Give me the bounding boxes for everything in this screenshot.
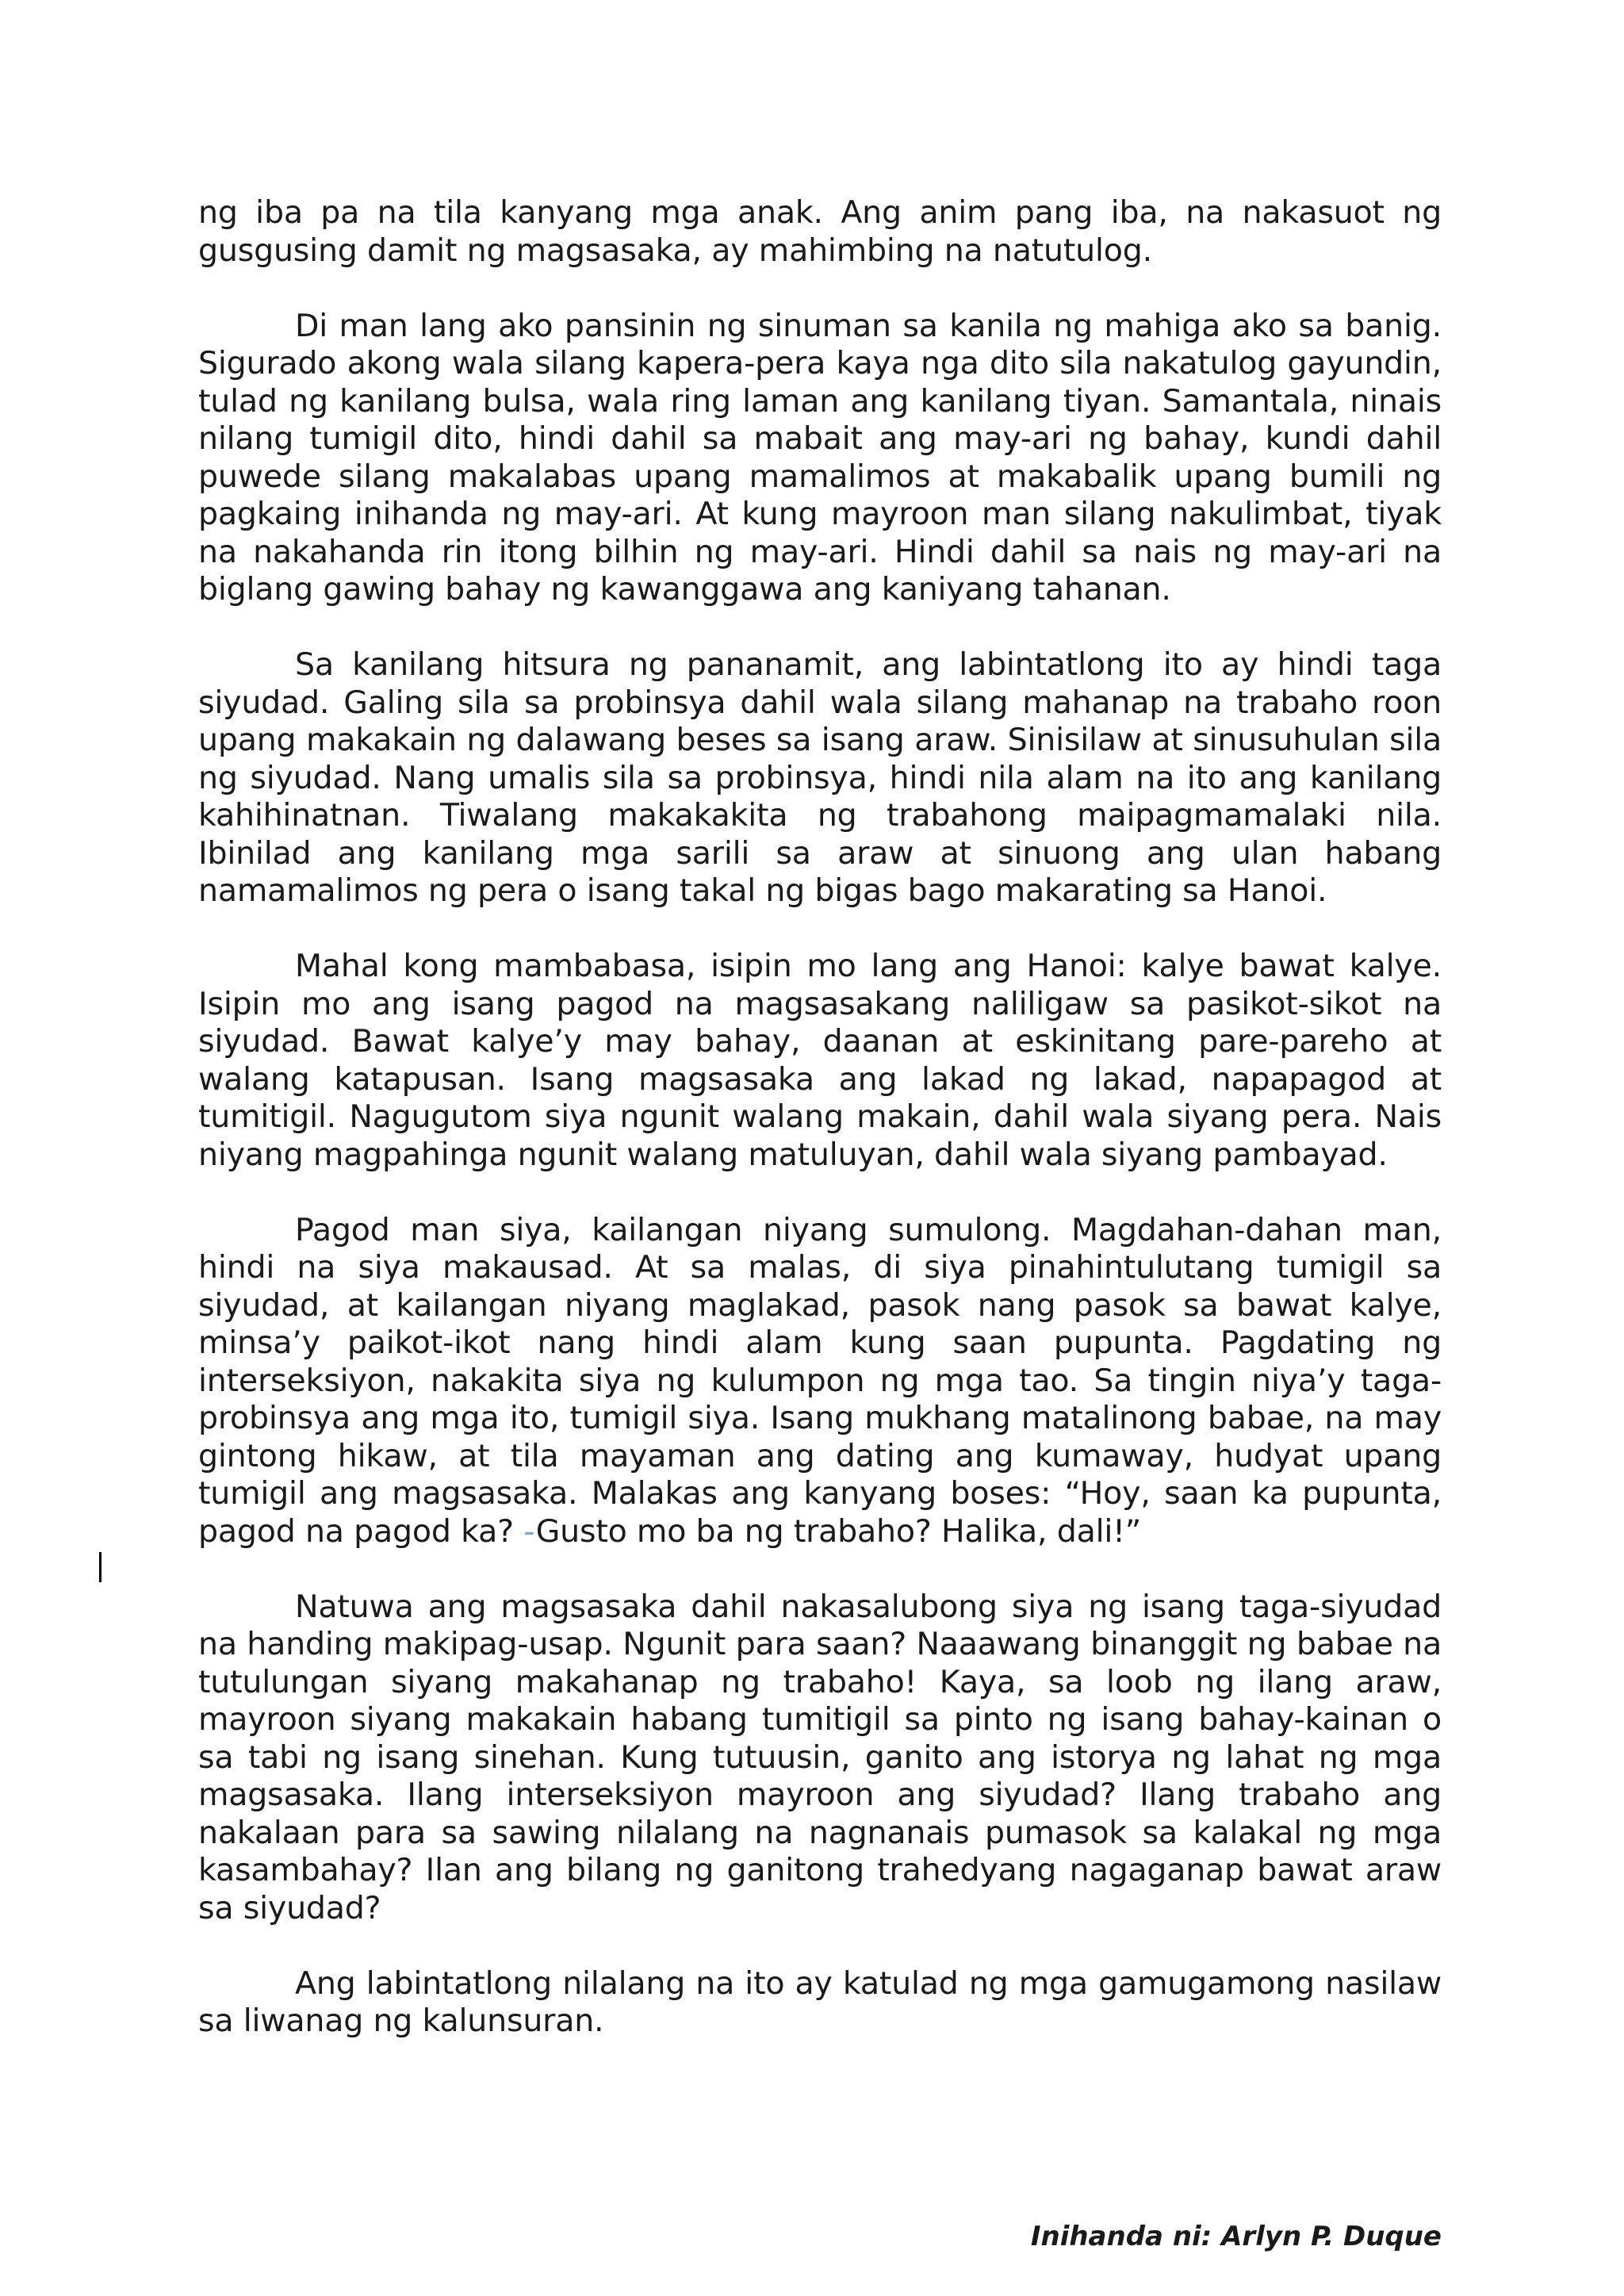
revision-change-bar — [99, 1552, 102, 1582]
paragraph-6: Natuwa ang magsasaka dahil nakasalubong siya ng isang taga-siyudad na handing makipag-usap. Ngunit para saan? Naaawang binanggit ng babae na tutulungan siyang makahanap ng trabaho! Kaya, sa loob ng ilang araw, mayroon siyang makakain habang tumitigil sa pinto ng isang bahay-kainan o sa tabi ng isang sinehan. Kung tutuusin, ganito ang istorya ng lahat ng mga magsasaka. Ilang interseksiyon mayroon ang siyudad? Ilang trabaho ang nakalaan para sa sawing nilalang na nagnanais pumasok sa kalakal ng mga kasambahay? Ilan ang bilang ng ganitong trahedyang nagaganap bawat araw sa siyudad? — [198, 1588, 1442, 1926]
prepared-by-signature: Inihanda ni: Arlyn P. Duque — [1030, 2221, 1442, 2252]
paragraph-3: Sa kanilang hitsura ng pananamit, ang labintatlong ito ay hindi taga siyudad. Galing sila sa probinsya dahil wala silang mahanap na trabaho roon upang makakain ng dalawang beses sa isang araw. Sinisilaw at sinusuhulan sila ng siyudad. Nang umalis sila sa probinsya, hindi nila alam na ito ang kanilang kahihinatnan. Tiwalang makakakita ng trabahong maipagmamalaki nila. Ibinilad ang kanilang mga sarili sa araw at sinuong ang ulan habang namamalimos ng pera o isang takal ng bigas bago makarating sa Hanoi. — [198, 646, 1442, 909]
inserted-dash-mark: - — [523, 1512, 536, 1550]
paragraph-5-text-after: Gusto mo ba ng trabaho? Halika, dali!” — [535, 1512, 1142, 1550]
paragraph-4: Mahal kong mambabasa, isipin mo lang ang Hanoi: kalye bawat kalye. Isipin mo ang isang pagod na magsasakang naliligaw sa pasikot-sikot na siyudad. Bawat kalye’y may bahay, daanan at eskinitang pare-pareho at walang katapusan. Isang magsasaka ang lakad ng lakad, napapagod at tumitigil. Nagugutom siya ngunit walang makain, dahil wala siyang pera. Nais niyang magpahinga ngunit walang matuluyan, dahil wala siyang pambayad. — [198, 948, 1442, 1173]
paragraph-2: Di man lang ako pansinin ng sinuman sa kanila ng mahiga ako sa banig. Sigurado akong wala silang kapera-pera kaya nga dito sila nakatulog gayundin, tulad ng kanilang bulsa, wala ring laman ang kanilang tiyan. Samantala, ninais nilang tumigil dito, hindi dahil sa mabait ang may-ari ng bahay, kundi dahil puwede silang makalabas upang mamalimos at makabalik upang bumili ng pagkaing inihanda ng may-ari. At kung mayroon man silang nakulimbat, tiyak na nakahanda rin itong bilhin ng may-ari. Hindi dahil sa nais ng may-ari na biglang gawing bahay ng kawanggawa ang kaniyang tahanan. — [198, 307, 1442, 608]
paragraph-7: Ang labintatlong nilalang na ito ay katulad ng mga gamugamong nasilaw sa liwanag ng kalunsuran. — [198, 1964, 1442, 2039]
paragraph-1: ng iba pa na tila kanyang mga anak. Ang anim pang iba, na nakasuot ng gusgusing damit ng magsasaka, ay mahimbing na natutulog. — [198, 194, 1442, 269]
paragraph-5-text-before: Pagod man siya, kailangan niyang sumulong. Magdahan-dahan man, hindi na siya makausad. At sa malas, di siya pinahintulutang tumigil sa siyudad, at kailangan niyang maglakad, pasok nang pasok sa bawat kalye, minsa’y paikot-ikot nang hindi alam kung saan pupunta. Pagdating ng interseksiyon, nakakita siya ng kulumpon ng mga tao. Sa tingin niya’y taga-probinsya ang mga ito, tumigil siya. Isang mukhang matalinong babae, na may gintong hikaw, at tila mayaman ang dating ang kumaway, hudyat upang tumigil ang magsasaka. Malakas ang kanyang boses: “Hoy, saan ka pupunta, pagod na pagod ka? — [198, 1211, 1442, 1550]
paragraph-5 — [198, 1212, 1442, 1551]
body-text — [198, 194, 1442, 2041]
